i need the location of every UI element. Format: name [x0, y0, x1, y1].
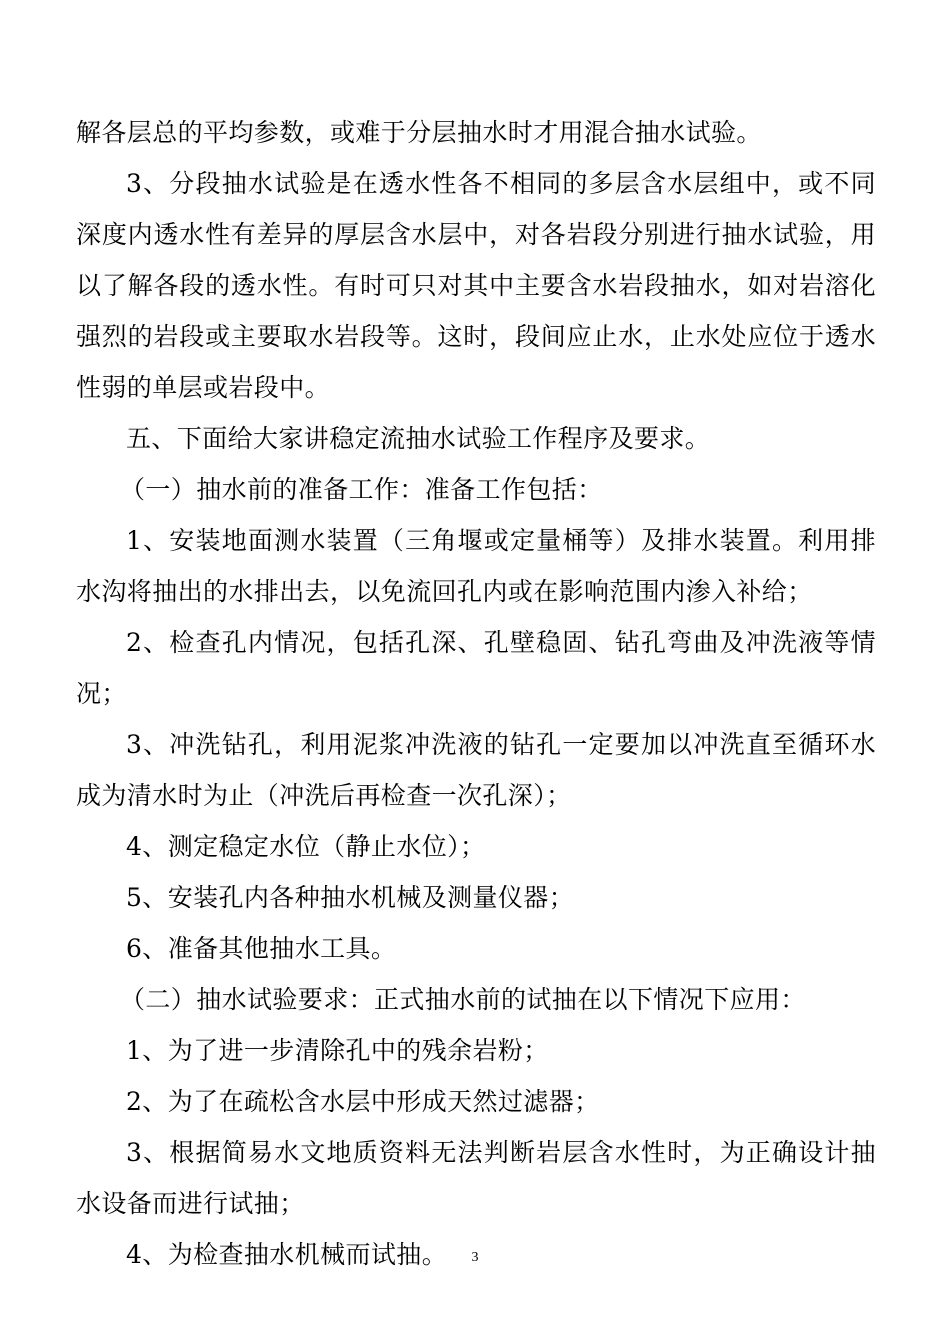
paragraph-10: 6、准备其他抽水工具。: [126, 934, 397, 963]
paragraph-12: 1、为了进一步清除孔中的残余岩粉；: [126, 1036, 549, 1065]
paragraph-15: 4、为检查抽水机械而试抽。: [126, 1240, 448, 1269]
paragraph-4: （一）抽水前的准备工作：准备工作包括：: [120, 475, 603, 504]
paragraph-5: 1、安装地面测水装置（三角堰或定量桶等）及排水装置。利用排水沟将抽出的水排出去，以免流回孔内或在影响范围内渗入补给；: [76, 526, 876, 606]
paragraph-8: 4、测定稳定水位（静止水位）；: [126, 832, 486, 861]
body-text: [76, 107, 876, 1280]
paragraph-7: 3、冲洗钻孔，利用泥浆冲洗液的钻孔一定要加以冲洗直至循环水成为清水时为止（冲洗后再检查一次孔深）；: [76, 730, 876, 810]
paragraph-13: 2、为了在疏松含水层中形成天然过滤器；: [126, 1087, 600, 1116]
paragraph-2: 3、分段抽水试验是在透水性各不相同的多层含水层组中，或不同深度内透水性有差异的厚层含水层中，对各岩段分别进行抽水试验，用以了解各段的透水性。有时可只对其中主要含水岩段抽水，如对岩溶化强烈的岩段或主要取水岩段等。这时，段间应止水，止水处应位于透水性弱的单层或岩段中。: [76, 169, 876, 402]
paragraph-14: 3、根据简易水文地质资料无法判断岩层含水性时，为正确设计抽水设备而进行试抽；: [76, 1138, 876, 1218]
paragraph-11: （二）抽水试验要求：正式抽水前的试抽在以下情况下应用：: [120, 985, 806, 1014]
paragraph-6: 2、检查孔内情况，包括孔深、孔壁稳固、钻孔弯曲及冲洗液等情况；: [76, 628, 876, 708]
paragraph-1: 解各层总的平均参数，或难于分层抽水时才用混合抽水试验。: [76, 118, 762, 147]
paragraph-3: 五、下面给大家讲稳定流抽水试验工作程序及要求。: [126, 424, 711, 453]
paragraph-9: 5、安装孔内各种抽水机械及测量仪器；: [126, 883, 575, 912]
page-number: 3: [471, 1250, 479, 1265]
